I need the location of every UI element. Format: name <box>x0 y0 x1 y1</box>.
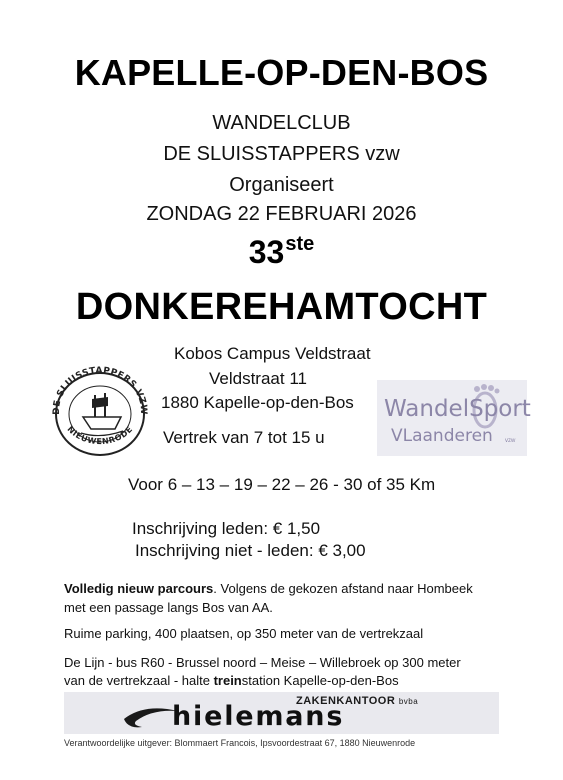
vlaanderen-word: VLaanderen <box>391 426 493 446</box>
fee-members: Inschrijving leden: € 1,50 <box>132 519 321 538</box>
route-info-line-1 <box>64 579 473 599</box>
sponsor-banner <box>64 692 499 734</box>
transport-pre: van de vertrekzaal - halte <box>64 673 214 688</box>
event-date: ZONDAG 22 FEBRUARI 2026 <box>146 203 417 225</box>
svg-text:DE SLUISSTAPPERS VZW <box>52 366 148 415</box>
departure-times: Vertrek van 7 tot 15 u <box>163 428 325 447</box>
route-info-text: . Volgens de gekozen afstand naar Hombeek <box>213 581 473 596</box>
edition-suffix: ste <box>285 233 315 255</box>
distances: Voor 6 – 13 – 19 – 22 – 26 - 30 of 35 Km <box>128 475 436 494</box>
venue-street: Veldstraat 11 <box>209 369 307 388</box>
route-info-line-2: met een passage langs Bos van AA. <box>64 600 273 615</box>
club-logo-bottom-text: NIEUWENRODE <box>65 424 135 447</box>
publisher-footer: Verantwoordelijke uitgever: Blommaert Francois, Ipsvoordestraat 67, 1880 Nieuwenrode <box>64 738 416 748</box>
organises-text: Organiseert <box>229 174 334 196</box>
wandelsport-logo <box>377 380 531 456</box>
venue-name: Kobos Campus Veldstraat <box>174 344 371 363</box>
transport-bold: trein <box>213 673 242 688</box>
club-line-2: DE SLUISSTAPPERS vzw <box>163 143 400 165</box>
club-logo-top-text: DE SLUISSTAPPERS VZW <box>51 365 149 416</box>
club-logo <box>45 359 155 459</box>
club-emblem-icon <box>45 359 155 459</box>
club-line-1: WANDELCLUB <box>212 112 351 134</box>
venue-city: 1880 Kapelle-op-den-Bos <box>161 393 354 412</box>
fee-non-members: Inschrijving niet - leden: € 3,00 <box>135 541 366 560</box>
transport-post: station Kapelle-op-den-Bos <box>241 673 399 688</box>
edition-number <box>0 233 563 271</box>
edition-number-value: 33 <box>248 234 285 270</box>
sponsor-suffix: bvba <box>398 697 419 706</box>
parking-info: Ruime parking, 400 plaatsen, op 350 meter van de vertrekzaal <box>64 626 424 641</box>
town-title: KAPELLE-OP-DEN-BOS <box>74 52 489 93</box>
transport-info-line-1: De Lijn - bus R60 - Brussel noord – Meise – Willebroek op 300 meter <box>64 655 461 670</box>
route-highlight: Volledig nieuw parcours <box>64 581 214 596</box>
sponsor-tagline-text: ZAKENKANTOOR <box>296 695 396 707</box>
wandelsport-vzw: vzw <box>505 438 516 444</box>
wandelsport-word: WandelSport <box>384 396 531 422</box>
transport-info-line-2 <box>64 671 399 691</box>
sponsor-name: hielemans <box>172 701 345 732</box>
event-name: DONKEREHAMTOCHT <box>75 286 488 328</box>
